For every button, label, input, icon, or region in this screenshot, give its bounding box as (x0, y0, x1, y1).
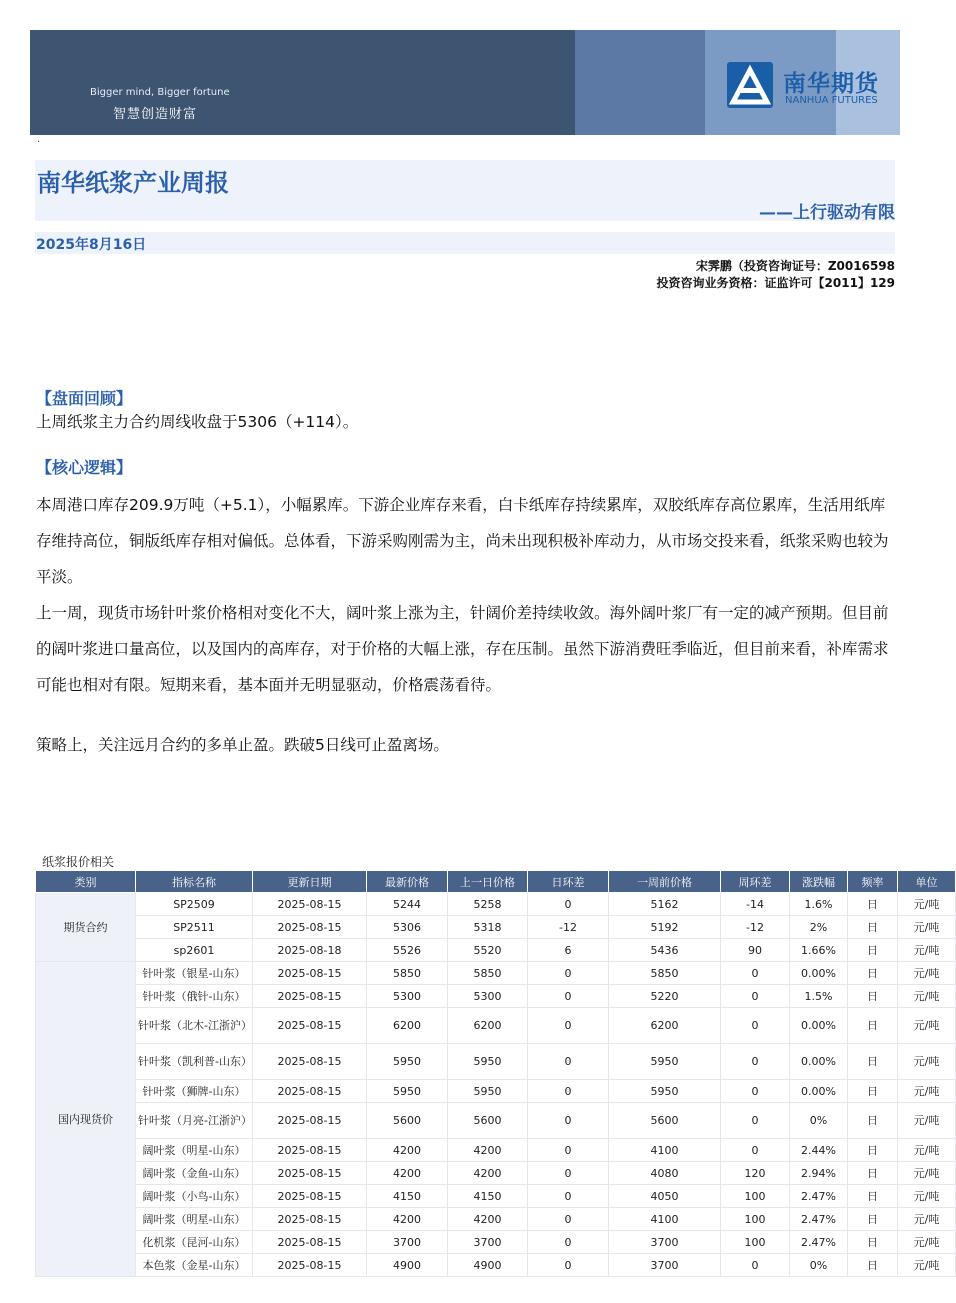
week-diff-cell: 90 (721, 939, 790, 962)
update-date-cell: 2025-08-15 (253, 1254, 367, 1277)
table-row (36, 1103, 956, 1139)
day-diff-cell: 0 (528, 1254, 609, 1277)
update-date-cell: 2025-08-15 (253, 1185, 367, 1208)
day-diff-cell: 0 (528, 985, 609, 1008)
update-date-cell: 2025-08-15 (253, 1044, 367, 1080)
day-diff-cell: 0 (528, 1080, 609, 1103)
latest-price-cell: 5950 (367, 1080, 448, 1103)
week-diff-cell: -12 (721, 916, 790, 939)
table-row (36, 1080, 956, 1103)
table-row (36, 1231, 956, 1254)
week-ago-price-cell: 5850 (609, 962, 721, 985)
latest-price-cell: 6200 (367, 1008, 448, 1044)
category-cell: 国内现货价 (36, 962, 136, 1277)
table-row (36, 1185, 956, 1208)
day-diff-cell: 0 (528, 1185, 609, 1208)
frequency-cell: 日 (848, 962, 898, 985)
week-diff-cell: -14 (721, 893, 790, 916)
indicator-name-cell: 阔叶浆（明星-山东） (136, 1208, 253, 1231)
frequency-cell: 日 (848, 1231, 898, 1254)
indicator-name-cell: SP2511 (136, 916, 253, 939)
update-date-cell: 2025-08-15 (253, 1208, 367, 1231)
latest-price-cell: 3700 (367, 1231, 448, 1254)
prev-day-price-cell: 4150 (448, 1185, 528, 1208)
prev-day-price-cell: 4200 (448, 1162, 528, 1185)
frequency-cell: 日 (848, 1208, 898, 1231)
section-title-logic: 【核心逻辑】 (36, 458, 133, 477)
week-diff-cell: 100 (721, 1185, 790, 1208)
latest-price-cell: 4200 (367, 1139, 448, 1162)
latest-price-cell: 4150 (367, 1185, 448, 1208)
date-band (35, 232, 895, 254)
unit-cell: 元/吨 (898, 1008, 956, 1044)
update-date-cell: 2025-08-15 (253, 916, 367, 939)
unit-cell: 元/吨 (898, 1080, 956, 1103)
slogan-en: Bigger mind, Bigger fortune (90, 87, 230, 98)
frequency-cell: 日 (848, 1162, 898, 1185)
frequency-cell: 日 (848, 1254, 898, 1277)
table-row (36, 1208, 956, 1231)
column-header: 一周前价格 (609, 871, 721, 893)
change-pct-cell: 0.00% (790, 962, 848, 985)
column-header: 日环差 (528, 871, 609, 893)
price-table (35, 870, 956, 1277)
week-ago-price-cell: 5950 (609, 1080, 721, 1103)
change-pct-cell: 1.6% (790, 893, 848, 916)
day-diff-cell: 0 (528, 893, 609, 916)
unit-cell: 元/吨 (898, 1103, 956, 1139)
unit-cell: 元/吨 (898, 893, 956, 916)
indicator-name-cell: 针叶浆（狮牌-山东） (136, 1080, 253, 1103)
column-header: 类别 (36, 871, 136, 893)
prev-day-price-cell: 5300 (448, 985, 528, 1008)
day-diff-cell: 0 (528, 1162, 609, 1185)
week-ago-price-cell: 4050 (609, 1185, 721, 1208)
latest-price-cell: 5950 (367, 1044, 448, 1080)
day-diff-cell: 0 (528, 1103, 609, 1139)
author-line: 宋霁鹏（投资咨询证号：Z0016598 (695, 259, 895, 273)
week-ago-price-cell: 5162 (609, 893, 721, 916)
table-row (36, 916, 956, 939)
week-ago-price-cell: 4100 (609, 1208, 721, 1231)
bullet-dot: · (37, 137, 41, 148)
indicator-name-cell: 阔叶浆（小鸟-山东） (136, 1185, 253, 1208)
week-ago-price-cell: 5950 (609, 1044, 721, 1080)
prev-day-price-cell: 3700 (448, 1231, 528, 1254)
update-date-cell: 2025-08-18 (253, 939, 367, 962)
day-diff-cell: 6 (528, 939, 609, 962)
indicator-name-cell: 阔叶浆（明星-山东） (136, 1139, 253, 1162)
week-diff-cell: 0 (721, 1254, 790, 1277)
prev-day-price-cell: 5950 (448, 1080, 528, 1103)
company-logo (727, 62, 897, 112)
logo-text-cn: 南华期货 (783, 71, 879, 97)
unit-cell: 元/吨 (898, 962, 956, 985)
change-pct-cell: 2.47% (790, 1185, 848, 1208)
week-diff-cell: 120 (721, 1162, 790, 1185)
update-date-cell: 2025-08-15 (253, 962, 367, 985)
logo-text-en: NANHUA FUTURES (785, 95, 878, 106)
logic-paragraph-2: 上一周，现货市场针叶浆价格相对变化不大，阔叶浆上涨为主，针阔价差持续收敛。海外阔叶浆厂有一定的减产预期。但目前的阔叶浆进口量高位，以及国内的高库存，对于价格的大幅上涨，存在压制。虽然下游消费旺季临近，但目前来看，补库需求可能也相对有限。短期来看，基本面并无明显驱动，价格震荡看待。 (36, 604, 889, 694)
table-row (36, 1139, 956, 1162)
license-line: 投资咨询业务资格：证监许可【2011】129 (656, 276, 895, 290)
week-ago-price-cell: 3700 (609, 1254, 721, 1277)
header-banner (30, 30, 900, 135)
table-row (36, 1008, 956, 1044)
indicator-name-cell: 针叶浆（北木-江浙沪） (136, 1008, 253, 1044)
day-diff-cell: -12 (528, 916, 609, 939)
frequency-cell: 日 (848, 985, 898, 1008)
update-date-cell: 2025-08-15 (253, 1139, 367, 1162)
week-ago-price-cell: 4080 (609, 1162, 721, 1185)
nanhua-logo-icon (727, 62, 773, 108)
unit-cell: 元/吨 (898, 1139, 956, 1162)
indicator-name-cell: 阔叶浆（金鱼-山东） (136, 1162, 253, 1185)
latest-price-cell: 5600 (367, 1103, 448, 1139)
unit-cell: 元/吨 (898, 939, 956, 962)
day-diff-cell: 0 (528, 1139, 609, 1162)
column-header: 周环差 (721, 871, 790, 893)
table-row (36, 893, 956, 916)
report-subtitle: ——上行驱动有限 (759, 203, 895, 223)
report-date: 2025年8月16日 (36, 237, 147, 253)
unit-cell: 元/吨 (898, 916, 956, 939)
latest-price-cell: 5244 (367, 893, 448, 916)
update-date-cell: 2025-08-15 (253, 1162, 367, 1185)
latest-price-cell: 5850 (367, 962, 448, 985)
logic-paragraph-1: 本周港口库存209.9万吨（+5.1），小幅累库。下游企业库存来看，白卡纸库存持续累库，双胶纸库存高位累库，生活用纸库存维持高位，铜版纸库存相对偏低。总体看，下游采购刚需为主，尚未出现积极补库动力，从市场交投来看，纸浆采购也较为平淡。 (36, 496, 889, 586)
slogan-cn: 智慧创造财富 (113, 107, 198, 122)
column-header: 单位 (898, 871, 956, 893)
indicator-name-cell: 针叶浆（月亮-江浙沪） (136, 1103, 253, 1139)
week-ago-price-cell: 4100 (609, 1139, 721, 1162)
indicator-name-cell: 针叶浆（凯利普-山东） (136, 1044, 253, 1080)
change-pct-cell: 2% (790, 916, 848, 939)
frequency-cell: 日 (848, 893, 898, 916)
table-row (36, 962, 956, 985)
category-cell: 期货合约 (36, 893, 136, 962)
prev-day-price-cell: 4200 (448, 1208, 528, 1231)
day-diff-cell: 0 (528, 1008, 609, 1044)
update-date-cell: 2025-08-15 (253, 985, 367, 1008)
week-ago-price-cell: 5436 (609, 939, 721, 962)
prev-day-price-cell: 5520 (448, 939, 528, 962)
section-title-review: 【盘面回顾】 (36, 389, 133, 408)
prev-day-price-cell: 5850 (448, 962, 528, 985)
change-pct-cell: 0.00% (790, 1008, 848, 1044)
update-date-cell: 2025-08-15 (253, 893, 367, 916)
table-row (36, 939, 956, 962)
unit-cell: 元/吨 (898, 985, 956, 1008)
week-diff-cell: 0 (721, 985, 790, 1008)
prev-day-price-cell: 6200 (448, 1008, 528, 1044)
column-header: 涨跌幅 (790, 871, 848, 893)
frequency-cell: 日 (848, 1008, 898, 1044)
change-pct-cell: 0.00% (790, 1080, 848, 1103)
indicator-name-cell: 本色浆（金星-山东） (136, 1254, 253, 1277)
frequency-cell: 日 (848, 1044, 898, 1080)
day-diff-cell: 0 (528, 1044, 609, 1080)
latest-price-cell: 5300 (367, 985, 448, 1008)
indicator-name-cell: sp2601 (136, 939, 253, 962)
frequency-cell: 日 (848, 1139, 898, 1162)
week-diff-cell: 0 (721, 1008, 790, 1044)
review-text: 上周纸浆主力合约周线收盘于5306（+114）。 (36, 413, 359, 431)
change-pct-cell: 2.94% (790, 1162, 848, 1185)
update-date-cell: 2025-08-15 (253, 1008, 367, 1044)
prev-day-price-cell: 4200 (448, 1139, 528, 1162)
change-pct-cell: 0% (790, 1254, 848, 1277)
latest-price-cell: 5526 (367, 939, 448, 962)
change-pct-cell: 2.44% (790, 1139, 848, 1162)
change-pct-cell: 0.00% (790, 1044, 848, 1080)
table-row (36, 985, 956, 1008)
prev-day-price-cell: 5258 (448, 893, 528, 916)
latest-price-cell: 5306 (367, 916, 448, 939)
column-header: 上一日价格 (448, 871, 528, 893)
column-header: 指标名称 (136, 871, 253, 893)
latest-price-cell: 4900 (367, 1254, 448, 1277)
table-row (36, 1162, 956, 1185)
column-header: 更新日期 (253, 871, 367, 893)
day-diff-cell: 0 (528, 1208, 609, 1231)
week-diff-cell: 0 (721, 1139, 790, 1162)
change-pct-cell: 0% (790, 1103, 848, 1139)
frequency-cell: 日 (848, 1103, 898, 1139)
latest-price-cell: 4200 (367, 1162, 448, 1185)
week-diff-cell: 0 (721, 1080, 790, 1103)
prev-day-price-cell: 4900 (448, 1254, 528, 1277)
week-ago-price-cell: 5220 (609, 985, 721, 1008)
week-diff-cell: 0 (721, 1044, 790, 1080)
unit-cell: 元/吨 (898, 1254, 956, 1277)
unit-cell: 元/吨 (898, 1185, 956, 1208)
prev-day-price-cell: 5600 (448, 1103, 528, 1139)
day-diff-cell: 0 (528, 1231, 609, 1254)
strategy-text: 策略上，关注远月合约的多单止盈。跌破5日线可止盈离场。 (36, 736, 449, 754)
table-header-row (36, 871, 956, 893)
day-diff-cell: 0 (528, 962, 609, 985)
change-pct-cell: 1.5% (790, 985, 848, 1008)
latest-price-cell: 4200 (367, 1208, 448, 1231)
change-pct-cell: 1.66% (790, 939, 848, 962)
frequency-cell: 日 (848, 1080, 898, 1103)
column-header: 频率 (848, 871, 898, 893)
update-date-cell: 2025-08-15 (253, 1231, 367, 1254)
column-header: 最新价格 (367, 871, 448, 893)
indicator-name-cell: 针叶浆（俄针-山东） (136, 985, 253, 1008)
prev-day-price-cell: 5318 (448, 916, 528, 939)
table-title: 纸浆报价相关 (42, 855, 115, 869)
change-pct-cell: 2.47% (790, 1231, 848, 1254)
unit-cell: 元/吨 (898, 1162, 956, 1185)
banner-band (575, 30, 705, 135)
unit-cell: 元/吨 (898, 1208, 956, 1231)
unit-cell: 元/吨 (898, 1044, 956, 1080)
table-row (36, 1254, 956, 1277)
indicator-name-cell: 化机浆（昆河-山东） (136, 1231, 253, 1254)
week-diff-cell: 0 (721, 1103, 790, 1139)
report-title: 南华纸浆产业周报 (37, 169, 229, 197)
week-ago-price-cell: 5192 (609, 916, 721, 939)
frequency-cell: 日 (848, 1185, 898, 1208)
week-diff-cell: 100 (721, 1208, 790, 1231)
update-date-cell: 2025-08-15 (253, 1080, 367, 1103)
change-pct-cell: 2.47% (790, 1208, 848, 1231)
frequency-cell: 日 (848, 939, 898, 962)
unit-cell: 元/吨 (898, 1231, 956, 1254)
table-row (36, 1044, 956, 1080)
prev-day-price-cell: 5950 (448, 1044, 528, 1080)
frequency-cell: 日 (848, 916, 898, 939)
week-diff-cell: 100 (721, 1231, 790, 1254)
week-ago-price-cell: 5600 (609, 1103, 721, 1139)
update-date-cell: 2025-08-15 (253, 1103, 367, 1139)
indicator-name-cell: SP2509 (136, 893, 253, 916)
week-ago-price-cell: 6200 (609, 1008, 721, 1044)
week-ago-price-cell: 3700 (609, 1231, 721, 1254)
week-diff-cell: 0 (721, 962, 790, 985)
indicator-name-cell: 针叶浆（银星-山东） (136, 962, 253, 985)
